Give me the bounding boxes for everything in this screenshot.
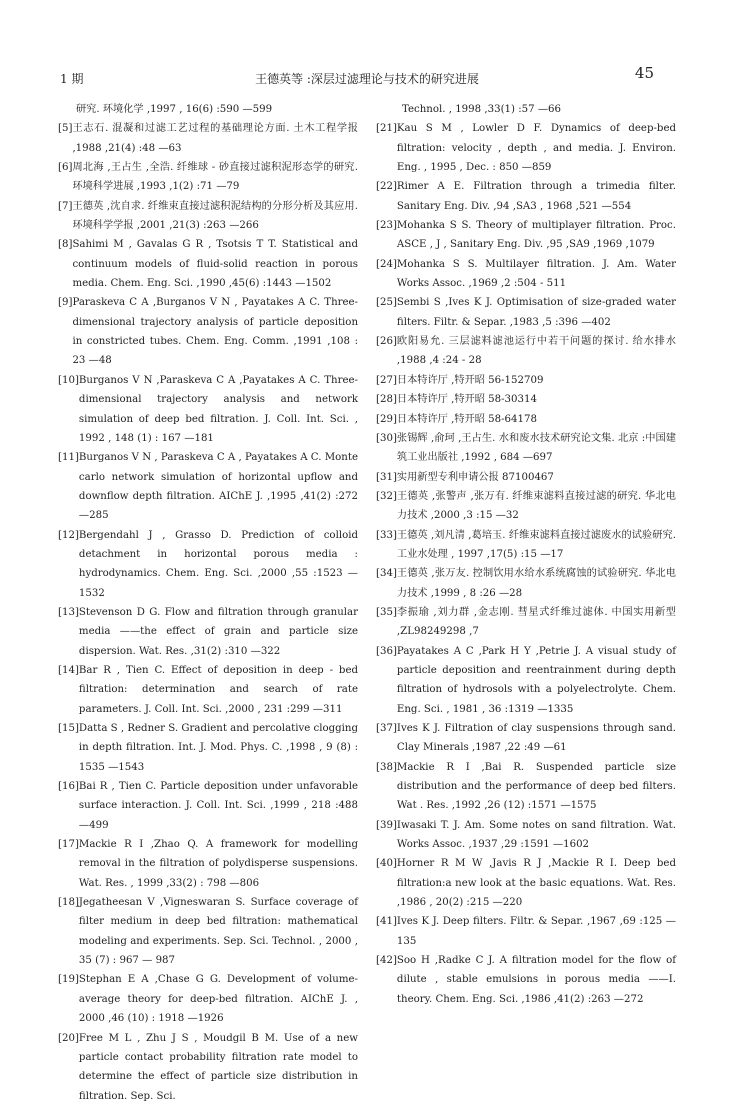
reference-text: Kau S M , Lowler D F. Dynamics of deep-bed filtration: velocity , depth , and media. J. Environ. Eng. , 1995 , Dec. : 850 —859 <box>396 123 676 174</box>
reference-number: [32] <box>376 490 397 502</box>
reference-entry <box>58 777 358 835</box>
reference-number: [27] <box>376 374 397 386</box>
reference-number: [10] <box>58 374 79 386</box>
reference-text: Stevenson D G. Flow and filtration through granular media ——the effect of grain and particle size dispersion. Wat. Res. ,31(2) :310 —322 <box>78 606 358 657</box>
reference-text: Iwasaki T. J. Am. Some notes on sand filtration. Wat. Works Assoc. ,1937 ,29 :1591 —1602 <box>396 819 676 851</box>
reference-text: 王德英 ,张警声 ,张万有. 纤维束滤料直接过滤的研究. 华北电力技术 ,2000 ,3 :15 —32 <box>396 490 676 522</box>
reference-entry <box>376 429 676 468</box>
reference-text: 王德英 ,沈自求. 纤维束直接过滤积泥结构的分形分析及其应用. 环境科学学报 ,2001 ,21(3) :263 —266 <box>72 200 358 232</box>
running-title: 王德英等 :深层过滤理论与技术的研究进展 <box>255 72 479 86</box>
reference-number: [14] <box>58 664 79 676</box>
reference-text: 李振瑜 ,刘力群 ,金志刚. 彗星式纤维过滤体. 中国实用新型 ,ZL98249298 ,7 <box>396 606 676 638</box>
reference-number: [41] <box>376 916 397 928</box>
reference-text: 王德英 ,张万友. 控制饮用水给水系统腐蚀的试验研究. 华北电力技术 ,1999 , 8 :26 —28 <box>396 568 676 599</box>
reference-number: [20] <box>58 1032 79 1044</box>
reference-number: [17] <box>58 839 79 851</box>
left-reference-list <box>58 119 358 1106</box>
reference-number: [7] <box>58 200 73 212</box>
left-reference-column <box>58 100 358 1106</box>
reference-number: [18] <box>58 897 79 909</box>
reference-text: Mackie R I ,Bai R. Suspended particle size distribution and the performance of deep bed filters. Wat . Res. ,1992 ,26 (12) :1571 —1575 <box>396 761 676 812</box>
reference-text: Ives K J. Filtration of clay suspensions through sand. Clay Minerals ,1987 ,22 :49 —61 <box>396 723 676 754</box>
reference-entry <box>376 293 676 332</box>
reference-entry <box>376 410 676 429</box>
reference-number: [34] <box>376 568 397 580</box>
reference-text: Datta S , Redner S. Gradient and percolative clogging in depth filtration. Int. J. Mod. Phys. C. ,1998 , 9 (8) : 1535 —1543 <box>78 723 358 773</box>
reference-number: [19] <box>58 974 79 986</box>
reference-entry <box>376 912 676 951</box>
reference-entry <box>376 177 676 216</box>
reference-number: [16] <box>58 781 79 793</box>
reference-text: Bergendahl J , Grasso D. Prediction of colloid detachment in horizontal porous media : hydrodynamics. Chem. Eng. Sci. ,2000 ,55 :1523 —1532 <box>78 529 358 599</box>
reference-text: Rimer A E. Filtration through a trimedia filter. Sanitary Eng. Div. ,94 ,SA3 , 1968 ,521 —554 <box>396 181 676 212</box>
reference-entry <box>58 448 358 525</box>
reference-entry <box>376 216 676 255</box>
reference-entry <box>376 642 676 719</box>
reference-entry <box>376 951 676 1009</box>
reference-text: Payatakes A C ,Park H Y ,Petrie J. A visual study of particle deposition and reentrainment during depth filtration of hydrosols with a polyelectrolyte. Chem. Eng. Sci. , 1981 , 36 :1319 —1335 <box>396 645 676 715</box>
reference-number: [5] <box>58 123 73 135</box>
reference-text: 日本特许厅 ,特开昭 58-30314 <box>396 394 537 406</box>
reference-entry <box>376 603 676 642</box>
reference-entry <box>376 255 676 294</box>
reference-text: Stephan E A ,Chase G G. Development of volume-average theory for deep-bed filtration. AIChE J. , 2000 ,46 (10) : 1918 —1926 <box>78 974 358 1025</box>
reference-number: [31] <box>376 471 397 483</box>
reference-text: Bai R , Tien C. Particle deposition under unfavorable surface interaction. J. Coll. Int. Sci. ,1999 , 218 :488 —499 <box>78 781 358 831</box>
reference-entry <box>58 835 358 893</box>
reference-entry <box>58 526 358 603</box>
reference-text: 王志石. 混凝和过滤工艺过程的基础理论方面. 土木工程学报 ,1988 ,21(4) :48 —63 <box>72 123 358 154</box>
reference-number: [28] <box>376 394 397 406</box>
reference-entry <box>58 603 358 661</box>
reference-text: Sahimi M , Gavalas G R , Tsotsis T T. Statistical and continuum models of fluid-solid reaction in porous media. Chem. Eng. Sci. ,1990 ,45(6) :1443 —1502 <box>72 239 358 290</box>
right-reference-list <box>376 119 676 1009</box>
reference-entry <box>376 758 676 816</box>
reference-entry <box>58 235 358 293</box>
reference-text: Burganos V N ,Paraskeva C A ,Payatakes A C. Three-dimensional trajectory analysis and network simulation of deep bed filtration. J. Coll. Int. Sci. , 1992 , 148 (1) : 167 —181 <box>78 374 358 444</box>
reference-entry <box>376 564 676 603</box>
reference-entry <box>376 719 676 758</box>
reference-text: Mackie R I ,Zhao Q. A framework for modelling removal in the filtration of polydisperse suspensions. Wat. Res. , 1999 ,33(2) : 798 —806 <box>78 839 358 889</box>
reference-number: [29] <box>376 413 397 425</box>
reference-entry <box>376 468 676 487</box>
reference-number: [6] <box>58 162 73 174</box>
reference-entry <box>58 893 358 970</box>
reference-entry <box>58 158 358 197</box>
reference-entry <box>58 719 358 777</box>
reference-text: 日本特许厅 ,特开昭 56-152709 <box>396 374 544 386</box>
reference-entry <box>376 816 676 855</box>
reference-entry <box>58 197 358 236</box>
reference-number: [23] <box>376 220 397 232</box>
reference-number: [38] <box>376 761 397 773</box>
reference-number: [30] <box>376 432 397 444</box>
reference-text: Sembi S ,Ives K J. Optimisation of size-graded water filters. Filtr. & Separ. ,1983 ,5 :396 —402 <box>396 297 676 328</box>
reference-entry <box>376 526 676 565</box>
reference-text: Soo H ,Radke C J. A filtration model for the flow of dilute , stable emulsions in porous media ——I. theory. Chem. Eng. Sci. ,1986 ,41(2) :263 —272 <box>396 955 676 1005</box>
reference-text: 欧阳易允. 三层滤料滤池运行中若干问题的探讨. 给水排水 ,1988 ,4 :24 - 28 <box>396 336 676 367</box>
reference-text: Horner R M W ,Javis R J ,Mackie R I. Deep bed filtration:a new look at the basic equations. Wat. Res. ,1986 , 20(2) :215 —220 <box>396 858 676 909</box>
reference-text: Mohanka S S. Multilayer filtration. J. Am. Water Works Assoc. ,1969 ,2 :504 - 511 <box>396 258 676 290</box>
reference-text: Free M L , Zhu J S , Moudgil B M. Use of a new particle contact probability filtration rate model to determine the effect of particle size distribution in filtration. Sep. Sci. <box>78 1032 358 1102</box>
reference-text: Burganos V N , Paraskeva C A , Payatakes A C. Monte carlo network simulation of horizontal upflow and downflow depth filtration. AIChE J. ,1995 ,41(2) :272 —285 <box>78 452 358 522</box>
reference-text: 张锡辉 ,俞珂 ,王占生. 水和废水技术研究论文集. 北京 :中国建筑工业出版社 ,1992 , 684 —697 <box>396 432 676 464</box>
reference-entry <box>376 487 676 526</box>
reference-number: [13] <box>58 606 79 618</box>
reference-text: Jegatheesan V ,Vigneswaran S. Surface coverage of filter medium in deep bed filtration: mathematical modeling and experiments. Sep. Sci. Technol. , 2000 , 35 (7) : 967 — 987 <box>78 897 358 967</box>
reference-number: [40] <box>376 858 397 870</box>
reference-number: [8] <box>58 239 73 251</box>
reference-entry <box>58 293 358 370</box>
reference-number: [37] <box>376 723 397 734</box>
reference-number: [15] <box>58 723 79 734</box>
reference-text: 王德英 ,刘凡清 ,葛培玉. 纤维束滤料直接过滤废水的试验研究. 工业水处理 , 1997 ,17(5) :15 —17 <box>396 529 676 560</box>
right-reference-column <box>376 100 676 1009</box>
reference-continuation: Technol. , 1998 ,33(1) :57 —66 <box>402 104 562 115</box>
reference-entry <box>376 371 676 390</box>
page-number: 45 <box>634 64 654 82</box>
reference-entry <box>376 332 676 371</box>
reference-entry <box>58 371 358 448</box>
reference-number: [26] <box>376 336 397 348</box>
reference-number: [24] <box>376 258 397 270</box>
reference-entry <box>58 119 358 158</box>
reference-number: [11] <box>58 452 79 464</box>
reference-entry <box>58 661 358 719</box>
reference-number: [35] <box>376 606 397 618</box>
reference-entry <box>376 119 676 177</box>
reference-text: 周北海 ,王占生 ,全浩. 纤维球 - 砂直接过滤积泥形态学的研究. 环境科学进展 ,1993 ,1(2) :71 —79 <box>72 162 358 193</box>
issue-label: 1 期 <box>60 72 84 86</box>
reference-continuation: 研究. 环境化学 ,1997 , 16(6) :590 —599 <box>76 104 273 115</box>
reference-number: [9] <box>58 297 73 309</box>
reference-number: [39] <box>376 819 397 831</box>
running-header <box>60 64 674 86</box>
reference-entry <box>58 970 358 1028</box>
reference-text: 日本特许厅 ,特开昭 58-64178 <box>396 413 537 425</box>
reference-text: Bar R , Tien C. Effect of deposition in deep - bed filtration: determination and search of rate parameters. J. Coll. Int. Sci. ,2000 , 231 :299 —311 <box>78 664 358 715</box>
reference-text: 实用新型专利申请公报 87100467 <box>396 471 554 483</box>
reference-number: [33] <box>376 529 397 541</box>
reference-entry <box>376 854 676 912</box>
reference-entry <box>58 1029 358 1106</box>
reference-number: [25] <box>376 297 397 309</box>
reference-entry <box>376 390 676 409</box>
reference-text: Mohanka S S. Theory of multiplayer filtration. Proc. ASCE , J , Sanitary Eng. Div. ,95 ,SA9 ,1969 ,1079 <box>396 220 676 251</box>
reference-number: [42] <box>376 955 397 967</box>
reference-number: [36] <box>376 645 397 657</box>
reference-text: Paraskeva C A ,Burganos V N , Payatakes A C. Three-dimensional trajectory analysis of particle deposition in constricted tubes. Chem. Eng. Comm. ,1991 ,108 : 23 —48 <box>72 297 358 367</box>
reference-number: [21] <box>376 123 397 135</box>
reference-number: [12] <box>58 529 79 541</box>
reference-number: [22] <box>376 181 397 193</box>
reference-text: Ives K J. Deep filters. Filtr. & Separ. ,1967 ,69 :125 — 135 <box>396 916 676 947</box>
